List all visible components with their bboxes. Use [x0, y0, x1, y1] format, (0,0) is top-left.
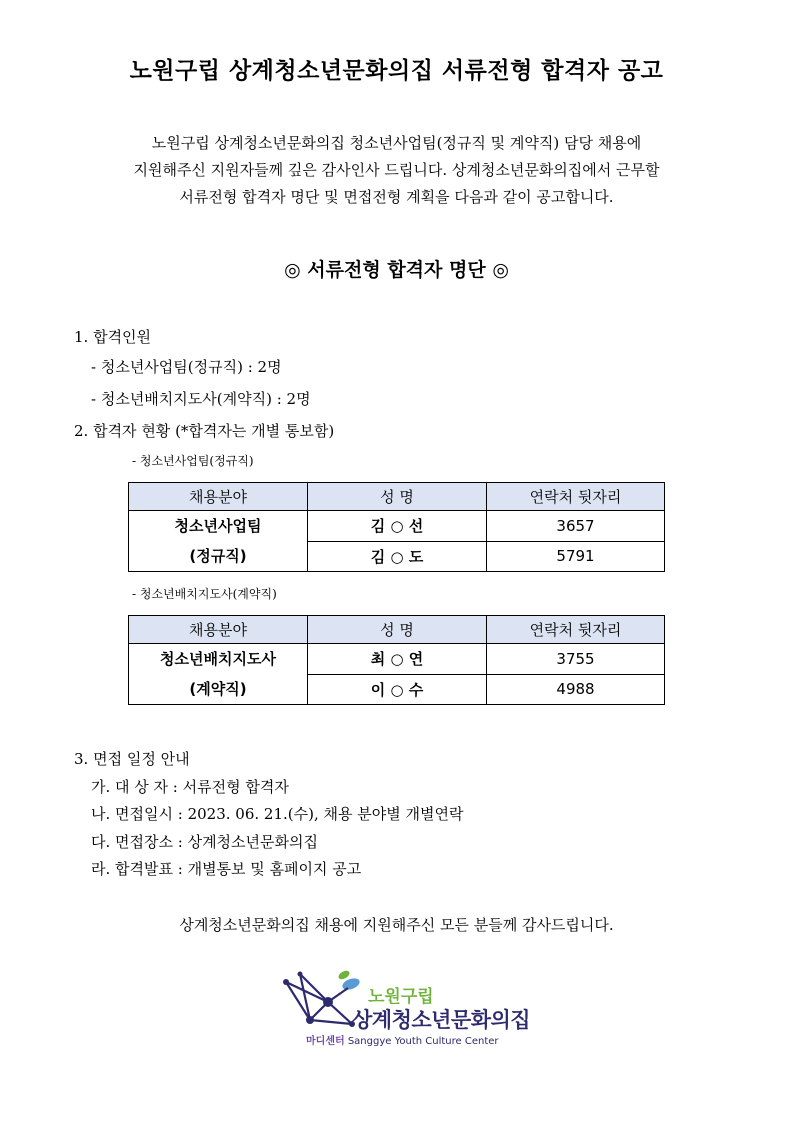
intro-line: 서류전형 합격자 명단 및 면접전형 계획을 다음과 같이 공고합니다. — [179, 188, 614, 206]
intro-line: 노원구립 상계청소년문화의집 청소년사업팀(정규직 및 계약직) 담당 채용에 — [151, 134, 642, 152]
name-cell: 이 ○ 수 — [308, 674, 487, 705]
field-line: 청소년사업팀 — [174, 517, 262, 535]
header-field: 채용분야 — [129, 616, 308, 644]
field-line: 청소년배치지도사 — [160, 650, 276, 668]
field-cell — [129, 511, 308, 572]
field-cell — [129, 644, 308, 705]
table-regular — [128, 482, 665, 572]
section3-item: 가. 대 상 자 : 서류전형 합격자 — [91, 778, 289, 796]
header-name: 성 명 — [308, 616, 487, 644]
intro-line: 지원해주신 지원자들께 깊은 감사인사 드립니다. 상계청소년문화의집에서 근무할 — [133, 161, 660, 179]
header-name: 성 명 — [308, 483, 487, 511]
header-field: 채용분야 — [129, 483, 308, 511]
logo-line1: 노원구립 — [368, 987, 434, 1007]
section3-item: 다. 면접장소 : 상계청소년문화의집 — [91, 833, 318, 851]
section1-item: - 청소년배치지도사(계약직) : 2명 — [91, 390, 311, 408]
phone-cell: 4988 — [487, 674, 665, 705]
phone-cell: 3657 — [487, 511, 665, 542]
table-contract — [128, 615, 665, 705]
section1-heading: 1. 합격인원 — [74, 328, 152, 346]
section2-heading: 2. 합격자 현황 (*합격자는 개별 통보함) — [74, 422, 335, 440]
intro-paragraph — [60, 130, 733, 211]
phone-cell: 3755 — [487, 644, 665, 675]
logo-tag-en: Sanggye Youth Culture Center — [347, 1036, 499, 1047]
closing-text: 상계청소년문화의집 채용에 지원해주신 모든 분들께 감사드립니다. — [179, 916, 614, 934]
logo-line2: 상계청소년문화의집 — [352, 1008, 531, 1032]
name-cell: 최 ○ 연 — [308, 644, 487, 675]
section-subtitle: ◎ 서류전형 합격자 명단 ◎ — [284, 259, 509, 281]
header-phone: 연락처 뒷자리 — [487, 483, 665, 511]
header-phone: 연락처 뒷자리 — [487, 616, 665, 644]
logo-tagline — [306, 1032, 499, 1047]
field-line: (정규직) — [189, 547, 247, 565]
name-cell: 김 ○ 도 — [308, 541, 487, 572]
table2-caption: - 청소년배치지도사(계약직) — [132, 587, 277, 601]
organization-logo — [282, 966, 531, 1048]
logo-tag-ko: 마디센터 — [306, 1036, 345, 1047]
section3-item: 라. 합격발표 : 개별통보 및 홈페이지 공고 — [91, 860, 362, 878]
name-cell: 김 ○ 선 — [308, 511, 487, 542]
section3-heading: 3. 면접 일정 안내 — [74, 750, 190, 768]
table1-caption: - 청소년사업팀(정규직) — [132, 454, 254, 468]
page-title: 노원구립 상계청소년문화의집 서류전형 합격자 공고 — [129, 58, 664, 84]
table-row — [129, 644, 665, 675]
section3-item: 나. 면접일시 : 2023. 06. 21.(수), 채용 분야별 개별연락 — [91, 805, 464, 823]
phone-cell: 5791 — [487, 541, 665, 572]
field-line: (계약직) — [189, 680, 247, 698]
section1-item: - 청소년사업팀(정규직) : 2명 — [91, 358, 282, 376]
table-row — [129, 511, 665, 542]
